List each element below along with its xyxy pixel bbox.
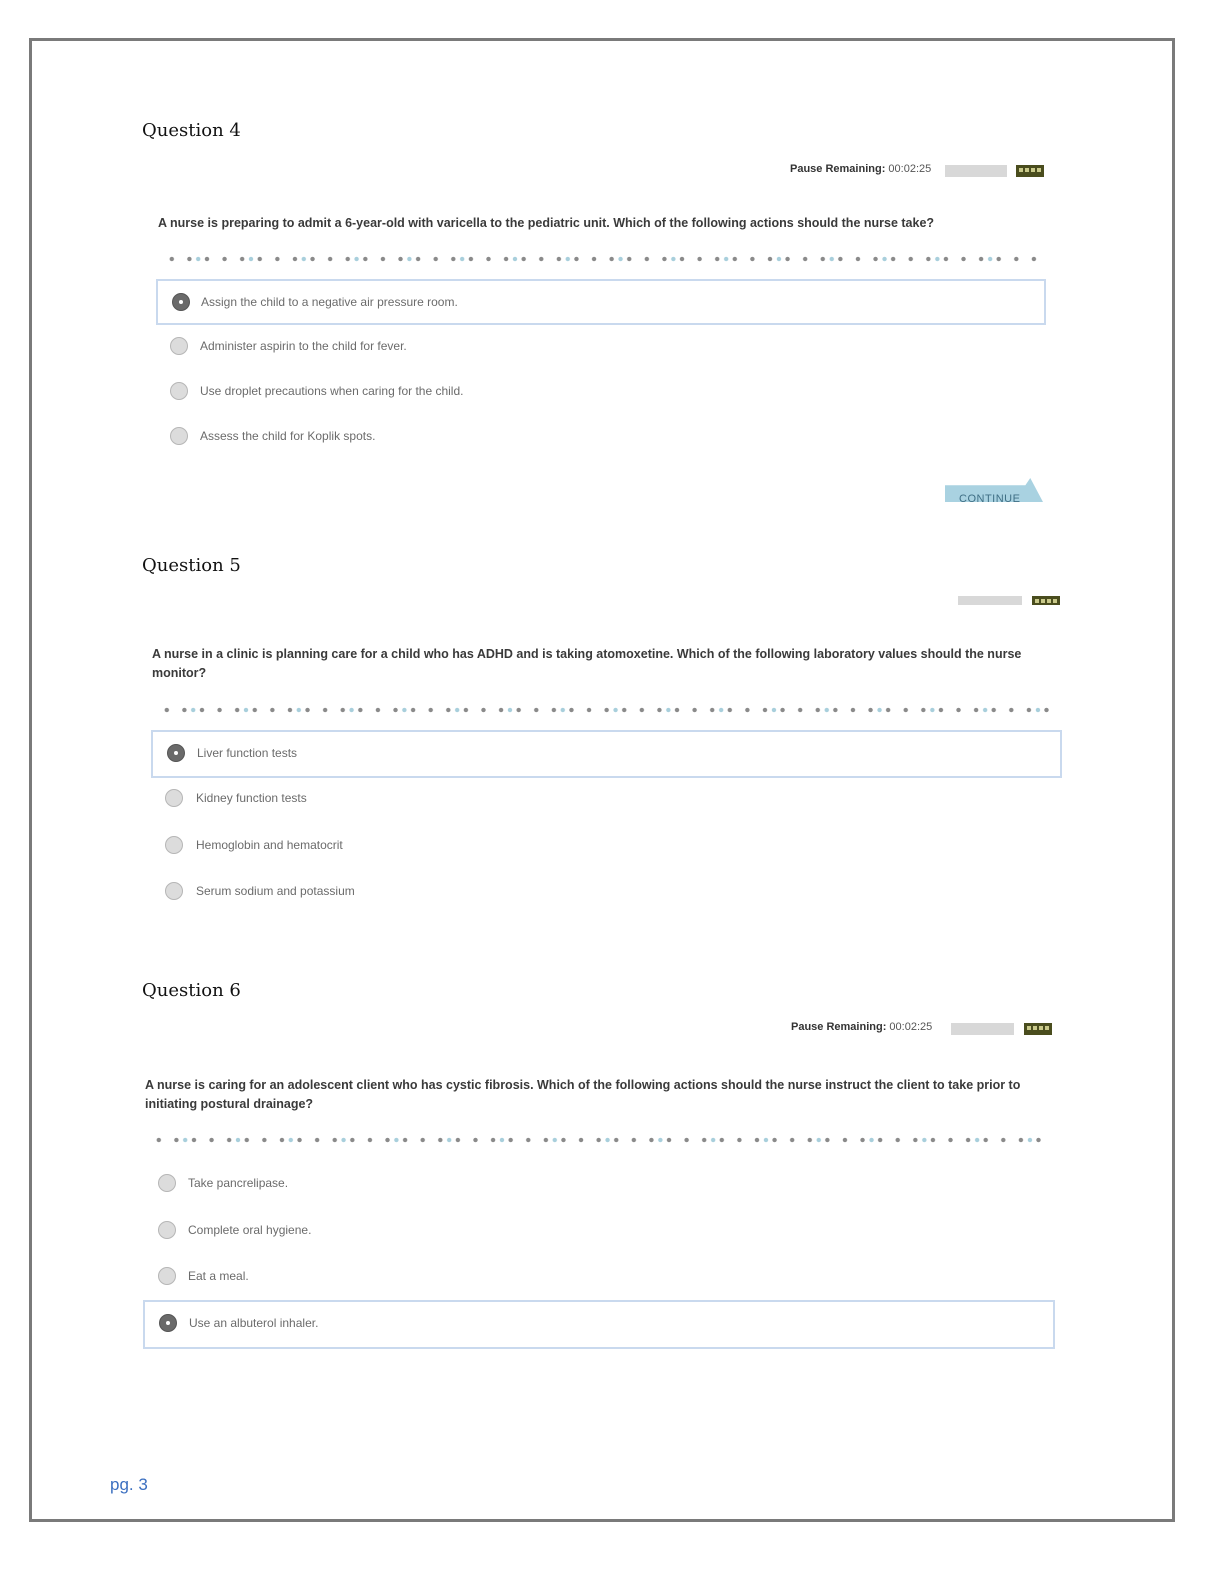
q5-option-2-label: Kidney function tests xyxy=(196,791,307,805)
q4-option-4[interactable] xyxy=(156,415,1046,461)
question-progress-dots xyxy=(158,707,1056,713)
pause-time: 00:02:25 xyxy=(889,1022,933,1033)
pause-label: Pause Remaining: xyxy=(791,1022,887,1033)
radio-checked-icon[interactable] xyxy=(172,293,190,311)
radio-unchecked-icon[interactable] xyxy=(165,882,183,900)
calculator-icon[interactable] xyxy=(1016,165,1044,177)
q5-option-2[interactable] xyxy=(151,777,1062,823)
q5-option-1-label: Liver function tests xyxy=(197,746,298,760)
q6-option-3-label: Eat a meal. xyxy=(188,1269,249,1283)
q6-option-4-label: Use an albuterol inhaler. xyxy=(189,1316,319,1330)
continue-button[interactable] xyxy=(945,478,1043,502)
calculator-icon[interactable] xyxy=(1024,1023,1052,1035)
q4-option-2-label: Administer aspirin to the child for fever. xyxy=(200,339,407,353)
pause-remaining-q4 xyxy=(790,164,940,176)
question-4-heading: Question 4 xyxy=(142,120,241,141)
radio-checked-icon[interactable] xyxy=(167,744,185,762)
question-6-text: A nurse is caring for an adolescent client who has cystic fibrosis. Which of the following actions should the nurse instruct the client to take prior to initiating postural drainage? xyxy=(145,1078,1021,1111)
question-progress-dots xyxy=(163,256,1038,262)
radio-unchecked-icon[interactable] xyxy=(170,427,188,445)
radio-unchecked-icon[interactable] xyxy=(165,789,183,807)
q5-option-1[interactable] xyxy=(151,730,1062,778)
question-progress-dots xyxy=(150,1137,1048,1143)
radio-unchecked-icon[interactable] xyxy=(158,1267,176,1285)
pause-progress-bar xyxy=(951,1023,1014,1035)
q4-option-2[interactable] xyxy=(156,325,1046,371)
q4-option-4-label: Assess the child for Koplik spots. xyxy=(200,429,376,443)
radio-unchecked-icon[interactable] xyxy=(158,1174,176,1192)
q6-option-1[interactable] xyxy=(144,1162,1055,1208)
question-5-heading: Question 5 xyxy=(142,555,241,576)
q5-option-4[interactable] xyxy=(151,870,1062,916)
q5-option-4-label: Serum sodium and potassium xyxy=(196,884,355,898)
q6-option-3[interactable] xyxy=(144,1255,1055,1301)
pause-label: Pause Remaining: xyxy=(790,164,886,175)
q6-option-4[interactable] xyxy=(143,1300,1055,1349)
q4-option-3-label: Use droplet precautions when caring for the child. xyxy=(200,384,464,398)
radio-unchecked-icon[interactable] xyxy=(165,836,183,854)
q5-option-3-label: Hemoglobin and hematocrit xyxy=(196,838,343,852)
pause-progress-bar xyxy=(945,165,1007,177)
q6-option-2-label: Complete oral hygiene. xyxy=(188,1223,312,1237)
radio-checked-icon[interactable] xyxy=(159,1314,177,1332)
radio-unchecked-icon[interactable] xyxy=(158,1221,176,1239)
question-4-text: A nurse is preparing to admit a 6-year-old with varicella to the pediatric unit. Which of the following actions should the nurse take? xyxy=(158,216,935,230)
radio-unchecked-icon[interactable] xyxy=(170,337,188,355)
pause-remaining-q6 xyxy=(791,1022,946,1034)
radio-unchecked-icon[interactable] xyxy=(170,382,188,400)
continue-label: CONTINUE xyxy=(959,493,1021,502)
q6-option-2[interactable] xyxy=(144,1209,1055,1255)
q4-option-3[interactable] xyxy=(156,370,1046,416)
calculator-icon[interactable] xyxy=(1032,596,1060,605)
question-6-heading: Question 6 xyxy=(142,980,241,1001)
q6-option-1-label: Take pancrelipase. xyxy=(188,1176,289,1190)
q4-option-1[interactable] xyxy=(156,279,1046,325)
q5-option-3[interactable] xyxy=(151,824,1062,870)
q4-option-1-label: Assign the child to a negative air pressure room. xyxy=(201,295,458,309)
page-number: pg. 3 xyxy=(110,1475,148,1494)
pause-progress-bar xyxy=(958,596,1022,605)
question-5-text: A nurse in a clinic is planning care for a child who has ADHD and is taking atomoxetine. Which of the following laboratory values should the nurse monitor? xyxy=(152,647,1022,680)
pause-time: 00:02:25 xyxy=(888,164,932,175)
